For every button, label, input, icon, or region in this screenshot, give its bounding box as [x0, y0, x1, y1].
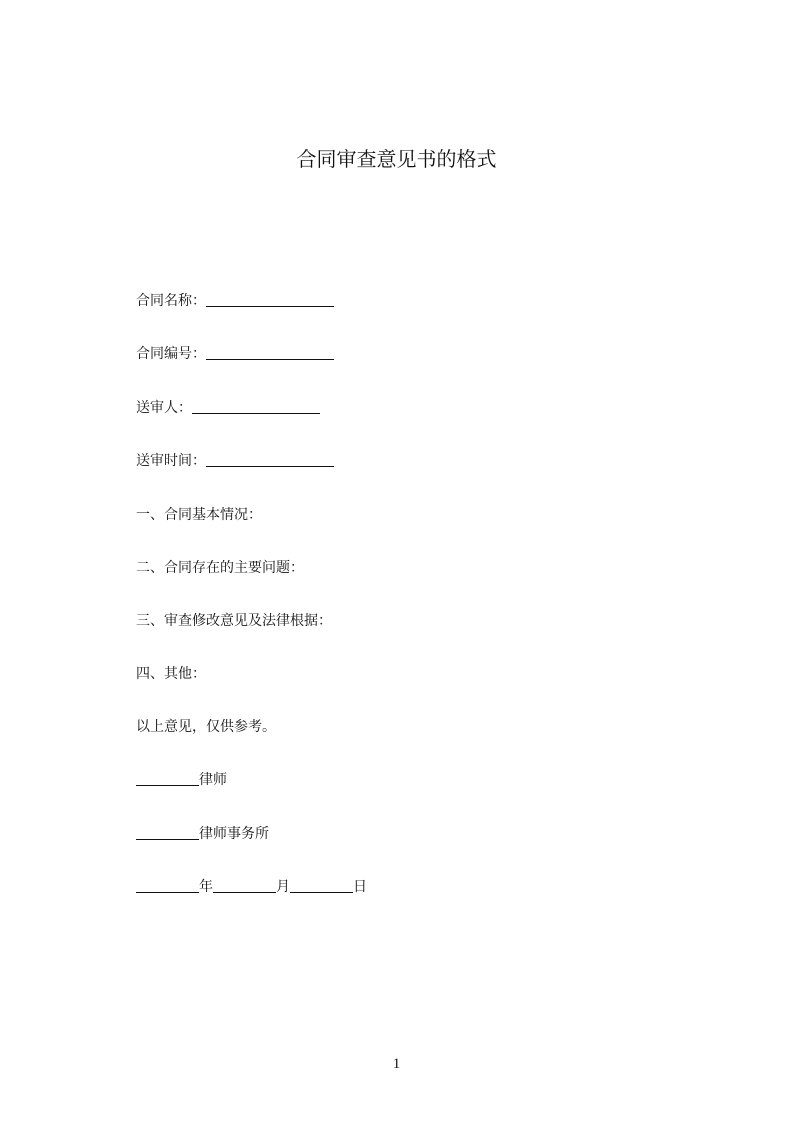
day-label: 日 — [353, 879, 367, 895]
contract-number-row — [136, 345, 334, 363]
year-label: 年 — [199, 879, 213, 895]
month-blank[interactable] — [213, 878, 276, 893]
lawyer-suffix: 律师 — [199, 772, 227, 788]
month-label: 月 — [276, 879, 290, 895]
submit-time-blank[interactable] — [206, 452, 334, 467]
closing-statement: 以上意见，仅供参考。 — [136, 719, 276, 735]
section-review-opinions: 三、审查修改意见及法律根据： — [136, 613, 332, 629]
section-other: 四、其他： — [136, 666, 206, 682]
contract-name-row — [136, 292, 334, 310]
contract-number-blank[interactable] — [206, 345, 334, 360]
submit-time-label: 送审时间： — [136, 453, 206, 469]
law-firm-row — [136, 825, 269, 843]
lawyer-name-blank[interactable] — [136, 771, 199, 786]
law-firm-suffix: 律师事务所 — [199, 826, 269, 842]
lawyer-signature-row — [136, 771, 227, 789]
year-blank[interactable] — [136, 878, 199, 893]
law-firm-blank[interactable] — [136, 825, 199, 840]
submitter-label: 送审人： — [136, 400, 192, 416]
section-basic-info: 一、合同基本情况： — [136, 507, 262, 523]
submitter-blank[interactable] — [192, 399, 320, 414]
document-title: 合同审查意见书的格式 — [296, 147, 497, 171]
page-number: 1 — [392, 1056, 401, 1072]
submitter-row — [136, 399, 320, 417]
contract-name-blank[interactable] — [206, 292, 334, 307]
section-main-issues: 二、合同存在的主要问题： — [136, 560, 304, 576]
contract-name-label: 合同名称： — [136, 293, 206, 309]
date-row — [136, 878, 367, 896]
contract-number-label: 合同编号： — [136, 346, 206, 362]
submit-time-row — [136, 452, 334, 470]
day-blank[interactable] — [290, 878, 353, 893]
